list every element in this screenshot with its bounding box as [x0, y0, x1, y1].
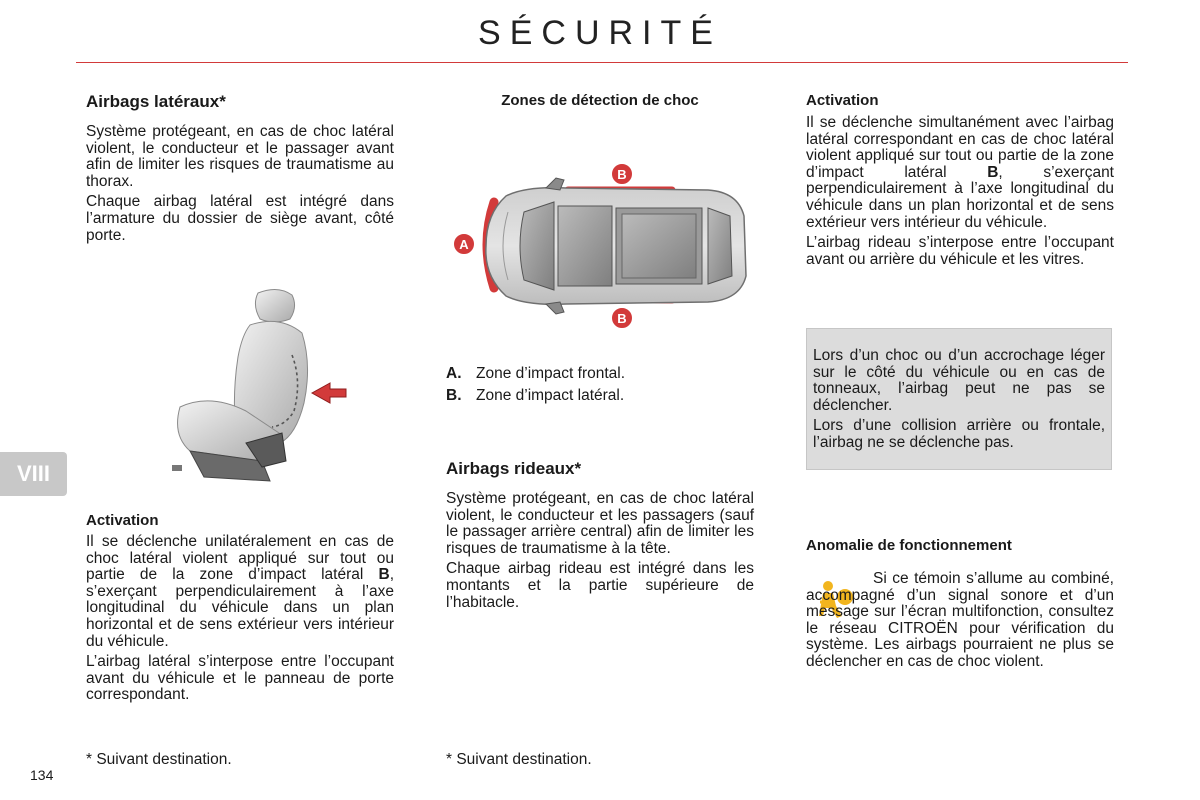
note-para-1: Lors d’un choc ou d’un accrochage léger sur le côté du véhicule ou en cas de tonneaux, l’airbag peut ne pas se déclencher.: [813, 347, 1105, 414]
curtain-airbags-heading: Airbags rideaux*: [446, 459, 582, 478]
curtain-activation-heading: Activation: [806, 92, 879, 109]
anomaly-text: Si ce témoin s’allume au combiné, accompagné d’un signal sonore et d’un message sur l’écran multifonction, consultez le réseau CITROËN pour vérification du système. Les airbags pourraient ne plus se déclencher en cas de choc violent.: [806, 570, 1114, 670]
note-para-2: Lors d’une collision arrière ou frontale, l’airbag ne se déclenche pas.: [813, 417, 1105, 451]
legend-item-b: B. Zone d’impact latéral.: [446, 386, 625, 404]
seat-activation-text: [86, 534, 394, 704]
anomaly-heading: Anomalie de fonctionnement: [806, 537, 1012, 554]
curtain-airbags-para-2: Chaque airbag rideau est intégré dans les montants et la partie supérieure de l’habitacle.: [446, 560, 754, 611]
car-top-view-diagram: [446, 156, 766, 336]
seat-airbag-illustration: [150, 285, 396, 490]
marker-b-top: [611, 163, 633, 185]
svg-text:A: A: [459, 237, 469, 252]
anomaly-text-block: [806, 571, 1114, 671]
seat-activation-para-2: L’airbag latéral s’interpose entre l’occupant avant du véhicule et le panneau de porte correspondant.: [86, 653, 394, 704]
legend-item-a: A. Zone d’impact frontal.: [446, 365, 626, 382]
side-airbags-para-2: Chaque airbag latéral est intégré dans l’armature du dossier de siège avant, côté porte.: [86, 193, 394, 244]
impact-zone-legend: [446, 366, 754, 404]
curtain-activation-para-1: Il se déclenche simultanément avec l’airbag latéral correspondant en cas de choc latéral violent appliqué sur tout ou partie de la zone d’impact latéral B, s’exerçant perpendiculairement à l’axe longitudinal du véhicule dans un plan horizontal et de sens extérieur vers intérieur du véhicule.: [806, 114, 1114, 231]
side-airbags-heading: Airbags latéraux*: [86, 92, 226, 111]
seat-activation-para-1: Il se déclenche unilatéralement en cas de choc latéral violent appliqué sur tout ou partie de la zone d’impact latéral B, s’exerçant perpendiculairement à l’axe longitudinal du véhicule dans un plan horizontal et de sens extérieur vers intérieur du véhicule.: [86, 533, 394, 650]
curtain-activation-para-2: L’airbag rideau s’interpose entre l’occupant avant ou arrière du véhicule et les vitres.: [806, 234, 1114, 268]
seat-activation-heading: Activation: [86, 512, 159, 529]
curtain-activation-text: [806, 115, 1114, 268]
page-title: SÉCURITÉ: [478, 14, 722, 52]
marker-b-bottom: [611, 307, 633, 329]
curtain-airbags-para-1: Système protégeant, en cas de choc latéral violent, le conducteur et les passagers (sauf le passager arrière central) afin de limiter les risques de traumatisme à la tête.: [446, 490, 754, 557]
middle-footnote: * Suivant destination.: [446, 751, 592, 768]
page-number: 134: [30, 767, 54, 783]
svg-text:B: B: [617, 167, 627, 182]
svg-text:B: B: [617, 311, 627, 326]
title-divider: [76, 62, 1128, 63]
side-airbags-para-1: Système protégeant, en cas de choc latéral violent, le conducteur et le passager avant afin de limiter les risques de traumatisme au thorax.: [86, 123, 394, 190]
chapter-tab: VIII: [0, 452, 67, 496]
side-airbags-text: [86, 124, 394, 244]
left-footnote: * Suivant destination.: [86, 751, 232, 768]
curtain-airbags-text: [446, 491, 754, 611]
marker-a: [453, 233, 475, 255]
note-box: [806, 328, 1112, 470]
detection-zones-heading: Zones de détection de choc: [501, 92, 699, 109]
